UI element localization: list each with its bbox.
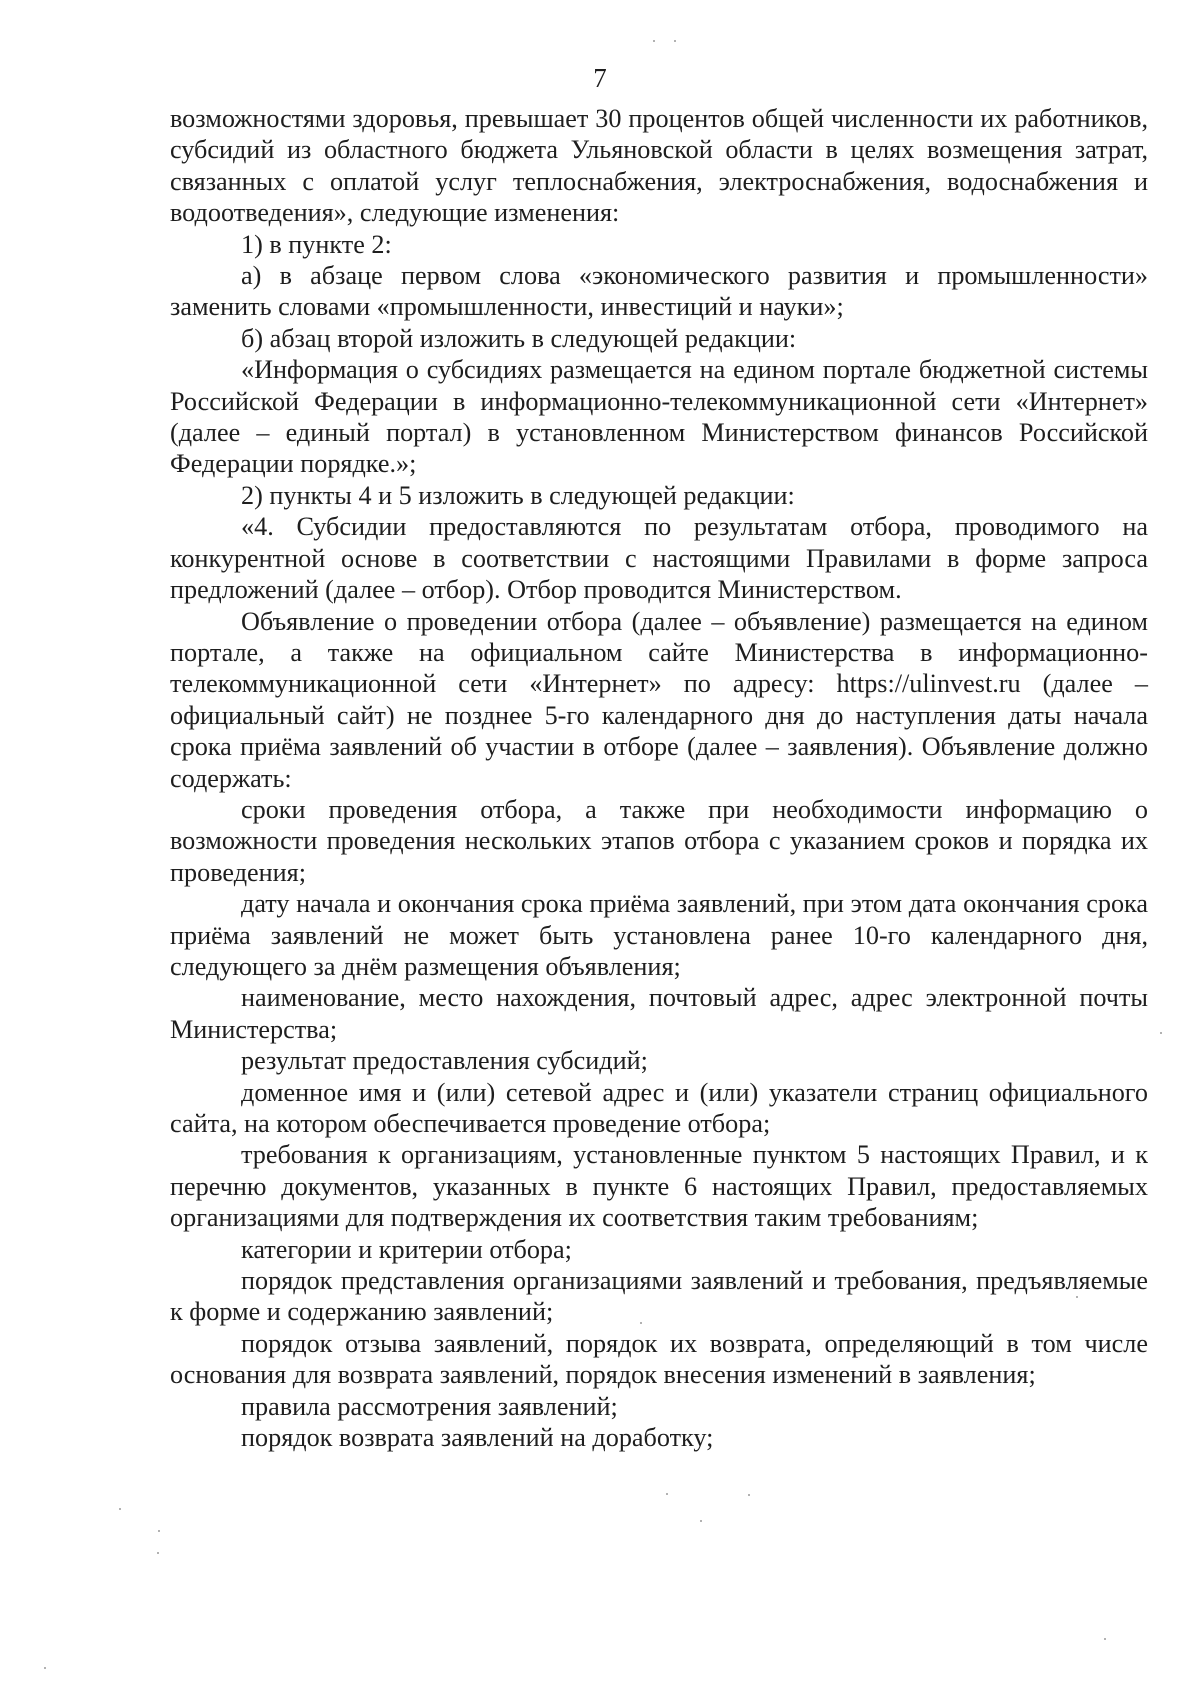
list-item: результат предоставления субсидий; [241, 1046, 648, 1076]
list-item: категории и критерии отбора; [241, 1234, 572, 1264]
list-item: дату начала и окончания срока приёма заявлений, при этом дата окончания срока приёма заявлений не может быть установлена ранее 10-го календарного дня, следующего за днём размещения объявления; [170, 889, 1148, 981]
scan-speck [666, 1493, 668, 1495]
list-item: наименование, место нахождения, почтовый адрес, адрес электронной почты Министерства; [170, 983, 1148, 1044]
paragraph-announcement: Объявление о проведении отбора (далее – объявление) размещается на едином портале, а также на официальном сайте Министерства в информационно-телекоммуникационной сети «Интернет» по адресу: https://ulinvest.ru (далее – официальный сайт) не позднее 5-го календарного дня до наступления даты начала срока приёма заявлений об участии в отборе (далее – заявления). Объявление должно содержать: [170, 606, 1148, 793]
scan-speck [44, 1667, 46, 1669]
list-item: порядок отзыва заявлений, порядок их возврата, определяющий в том числе основания для возврата заявлений, порядок внесения изменений в заявления; [170, 1328, 1148, 1390]
paragraph-subitem-a: а) в абзаце первом слова «экономического развития и промышленности» заменить словами «промышленности, инвестиций и науки»; [170, 261, 1148, 322]
scan-speck [674, 40, 676, 42]
scan-speck [1104, 1638, 1106, 1640]
list-item: доменное имя и (или) сетевой адрес и (или) указатели страниц официального сайта, на котором обеспечивается проведение отбора; [170, 1077, 1148, 1138]
paragraph-continuation: возможностями здоровья, превышает 30 процентов общей численности их работников, субсидий из областного бюджета Ульяновской области в целях возмещения затрат, связанных с оплатой услуг теплоснабжения, электроснабжения, водоснабжения и водоотведения», следующие изменения: [170, 104, 1148, 228]
scan-speck [158, 1530, 160, 1532]
scan-speck [700, 1520, 702, 1522]
paragraph-information: «Информация о субсидиях размещается на едином портале бюджетной системы Российской Федерации в информационно-телекоммуникационной сети «Интернет» (далее – единый портал) в установленном Министерством финансов Российской Федерации порядке.»; [170, 355, 1148, 479]
document-body [170, 103, 1148, 1453]
paragraph-item-2: 2) пункты 4 и 5 изложить в следующей редакции: [241, 480, 795, 510]
paragraph-subitem-b: б) абзац второй изложить в следующей редакции: [241, 323, 797, 353]
scan-speck [119, 1508, 121, 1510]
list-item: сроки проведения отбора, а также при необходимости информацию о возможности проведения нескольких этапов отбора с указанием сроков и порядка их проведения; [170, 794, 1148, 887]
page-number: 7 [593, 63, 607, 93]
list-item: правила рассмотрения заявлений; [241, 1391, 618, 1421]
scan-speck [653, 40, 655, 42]
scan-speck [748, 1494, 750, 1496]
scan-speck [640, 1322, 642, 1324]
paragraph-clause-4: «4. Субсидии предоставляются по результатам отбора, проводимого на конкурентной основе в соответствии с настоящими Правилами в форме запроса предложений (далее – отбор). Отбор проводится Министерством. [170, 512, 1148, 605]
list-item: порядок представления организациями заявлений и требования, предъявляемые к форме и содержанию заявлений; [170, 1266, 1148, 1327]
list-item: порядок возврата заявлений на доработку; [241, 1423, 714, 1453]
scan-speck [1076, 1296, 1078, 1298]
scan-speck [157, 1552, 159, 1554]
list-item: требования к организациям, установленные пунктом 5 настоящих Правил, и к перечню документов, указанных в пункте 6 настоящих Правил, предоставляемых организациями для подтверждения их соответствия таким требованиям; [170, 1140, 1148, 1233]
scan-speck [1160, 1032, 1162, 1034]
paragraph-item-1: 1) в пункте 2: [241, 229, 392, 259]
